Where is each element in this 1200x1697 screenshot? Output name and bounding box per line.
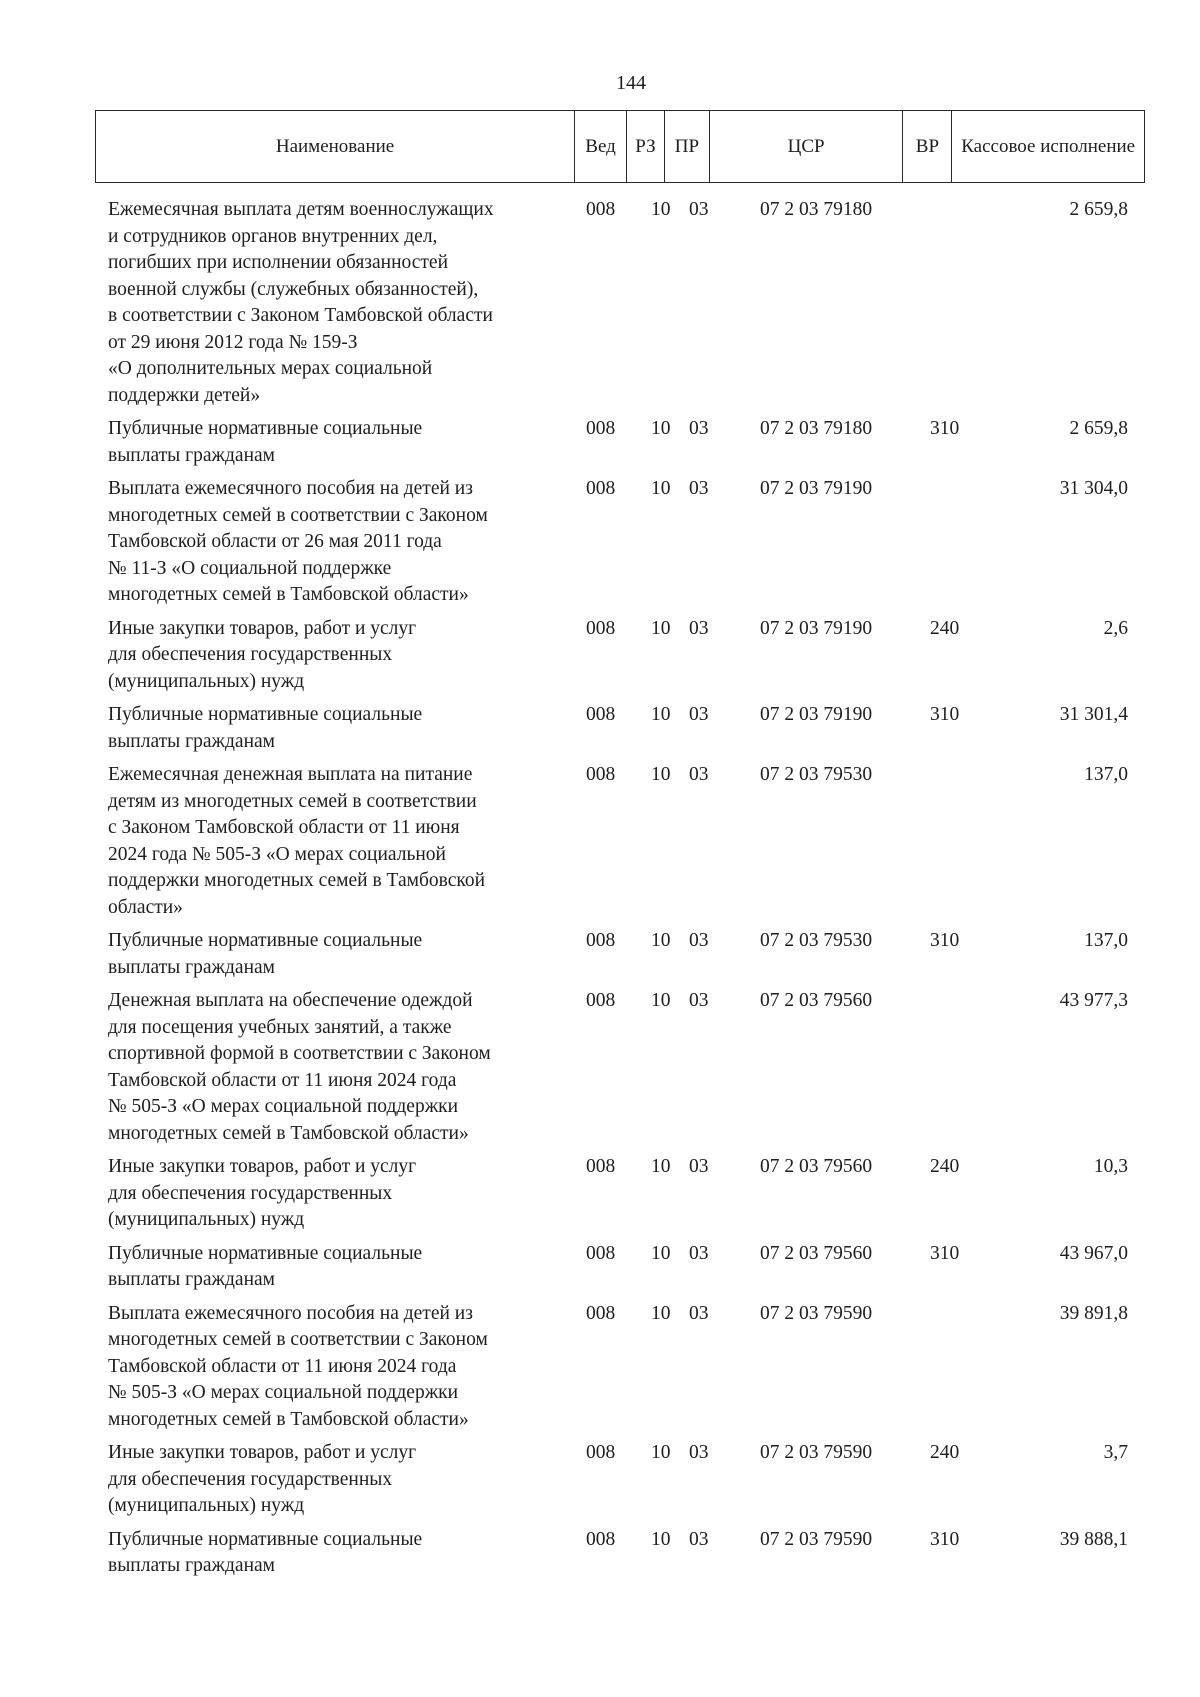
row-csr: 07 2 03 79590: [760, 1442, 873, 1463]
row-vr: 310: [930, 704, 960, 725]
page-number: 144: [616, 72, 646, 94]
row-csr: 07 2 03 79530: [760, 764, 873, 785]
row-name: Ежемесячная денежная выплата на питание детям из многодетных семей в соответствии с Законом Тамбовской области от 11 июня 2024 года № 505-З «О мерах социальной поддержки многодетных семей в Тамбовской области»: [108, 764, 486, 918]
row-rz: 10: [651, 199, 671, 220]
row-vr: 310: [930, 418, 960, 439]
table-row: [0, 1241, 1200, 1294]
row-ved: 008: [586, 704, 616, 725]
table-row: [0, 1154, 1200, 1234]
row-rz: 10: [651, 1156, 671, 1177]
table-row: [0, 416, 1200, 469]
row-vr: 240: [930, 617, 960, 639]
row-sum: 2 659,8: [1069, 199, 1128, 220]
row-csr: 07 2 03 79560: [760, 1156, 873, 1177]
row-sum: 3,7: [1103, 1442, 1128, 1463]
row-rz: 10: [651, 418, 671, 439]
row-vr: 310: [930, 930, 960, 951]
row-vr: 310: [930, 1242, 960, 1264]
row-pr: 03: [689, 764, 709, 785]
row-sum: 31 304,0: [1059, 478, 1128, 499]
table-body: [0, 197, 1200, 1587]
row-name: Иные закупки товаров, работ и услуг для обеспечения государственных (муниципальных) нужд: [108, 617, 417, 692]
row-name: Ежемесячная выплата детям военнослужащих и сотрудников органов внутренних дел, погибших при исполнении обязанностей военной службы (служебных обязанностей), в соответствии с Законом Тамбовской области от 29 июня 2012 года № 159-З «О дополнительных мерах социальной поддержки детей»: [108, 199, 494, 406]
row-rz: 10: [651, 1442, 671, 1463]
row-pr: 03: [689, 199, 709, 220]
row-rz: 10: [651, 930, 671, 951]
row-sum: 31 301,4: [1059, 704, 1128, 725]
row-name: Денежная выплата на обеспечение одеждой для посещения учебных занятий, а также спортивной формой в соответствии с Законом Тамбовской области от 11 июня 2024 года № 505-З «О мерах социальной поддержки многодетных семей в Тамбовской области»: [108, 990, 491, 1144]
table-row: [0, 762, 1200, 921]
row-sum: 137,0: [1084, 930, 1128, 951]
row-rz: 10: [651, 1242, 671, 1264]
header-pr: ПР: [665, 111, 710, 182]
row-ved: 008: [586, 930, 616, 951]
row-vr: 240: [930, 1442, 960, 1463]
row-name: Иные закупки товаров, работ и услуг для обеспечения государственных (муниципальных) нужд: [108, 1442, 417, 1516]
row-ved: 008: [586, 478, 616, 499]
header-ved: Вед: [575, 111, 627, 182]
header-sum: Кассовое исполнение: [961, 135, 1136, 157]
row-pr: 03: [689, 1242, 709, 1264]
row-name: Публичные нормативные социальные выплаты гражданам: [108, 930, 423, 978]
header-name: Наименование: [96, 111, 575, 182]
row-csr: 07 2 03 79590: [760, 1302, 873, 1324]
row-pr: 03: [689, 1156, 709, 1177]
row-name: Иные закупки товаров, работ и услуг для обеспечения государственных (муниципальных) нужд: [108, 1156, 417, 1230]
table-row: [0, 1527, 1200, 1580]
table-row: [0, 616, 1200, 696]
row-vr: 310: [930, 1528, 960, 1550]
table-row: [0, 1440, 1200, 1520]
row-pr: 03: [689, 704, 709, 725]
header-csr: ЦСР: [710, 111, 904, 182]
row-ved: 008: [586, 990, 616, 1011]
row-sum: 10,3: [1093, 1156, 1128, 1177]
row-rz: 10: [651, 764, 671, 785]
row-pr: 03: [689, 990, 709, 1011]
row-csr: 07 2 03 79190: [760, 478, 873, 499]
row-csr: 07 2 03 79190: [760, 617, 873, 639]
row-name: Выплата ежемесячного пособия на детей из многодетных семей в соответствии с Законом Тамбовской области от 11 июня 2024 года № 505-З «О мерах социальной поддержки многодетных семей в Тамбовской области»: [108, 1302, 488, 1430]
table-row: [0, 197, 1200, 409]
header-rz: РЗ: [627, 111, 665, 182]
row-sum: 43 977,3: [1059, 990, 1128, 1011]
row-pr: 03: [689, 1442, 709, 1463]
row-name: Публичные нормативные социальные выплаты гражданам: [108, 704, 423, 752]
row-name: Публичные нормативные социальные выплаты гражданам: [108, 418, 423, 466]
row-csr: 07 2 03 79530: [760, 930, 873, 951]
row-pr: 03: [689, 1528, 709, 1550]
row-rz: 10: [651, 1528, 671, 1550]
row-ved: 008: [586, 1302, 616, 1324]
row-rz: 10: [651, 478, 671, 499]
row-ved: 008: [586, 1528, 616, 1550]
row-sum: 2,6: [1103, 617, 1128, 639]
row-pr: 03: [689, 1302, 709, 1324]
row-sum: 2 659,8: [1069, 418, 1128, 439]
row-csr: 07 2 03 79560: [760, 990, 873, 1011]
row-ved: 008: [586, 617, 616, 639]
row-rz: 10: [651, 704, 671, 725]
row-name: Публичные нормативные социальные выплаты гражданам: [108, 1528, 423, 1576]
row-ved: 008: [586, 1242, 616, 1264]
row-sum: 39 891,8: [1059, 1302, 1128, 1324]
row-sum: 39 888,1: [1059, 1528, 1128, 1550]
row-csr: 07 2 03 79560: [760, 1242, 873, 1264]
row-pr: 03: [689, 617, 709, 639]
table-row: [0, 476, 1200, 609]
row-csr: 07 2 03 79180: [760, 199, 873, 220]
table-row: [0, 1301, 1200, 1434]
table-header: [95, 110, 1145, 183]
row-pr: 03: [689, 478, 709, 499]
row-rz: 10: [651, 990, 671, 1011]
row-ved: 008: [586, 199, 616, 220]
header-vr: ВР: [903, 111, 952, 182]
row-sum: 43 967,0: [1059, 1242, 1128, 1264]
row-csr: 07 2 03 79590: [760, 1528, 873, 1550]
row-rz: 10: [651, 1302, 671, 1324]
row-csr: 07 2 03 79180: [760, 418, 873, 439]
row-pr: 03: [689, 418, 709, 439]
row-name: Выплата ежемесячного пособия на детей из многодетных семей в соответствии с Законом Тамбовской области от 26 мая 2011 года № 11-З «О социальной поддержке многодетных семей в Тамбовской области»: [108, 478, 488, 605]
row-ved: 008: [586, 418, 616, 439]
row-vr: 240: [930, 1156, 960, 1177]
table-row: [0, 702, 1200, 755]
row-pr: 03: [689, 930, 709, 951]
row-sum: 137,0: [1084, 764, 1128, 785]
table-row: [0, 928, 1200, 981]
table-row: [0, 988, 1200, 1147]
row-name: Публичные нормативные социальные выплаты гражданам: [108, 1242, 423, 1290]
row-ved: 008: [586, 1442, 616, 1463]
row-ved: 008: [586, 1156, 616, 1177]
row-rz: 10: [651, 617, 671, 639]
row-ved: 008: [586, 764, 616, 785]
row-csr: 07 2 03 79190: [760, 704, 873, 725]
